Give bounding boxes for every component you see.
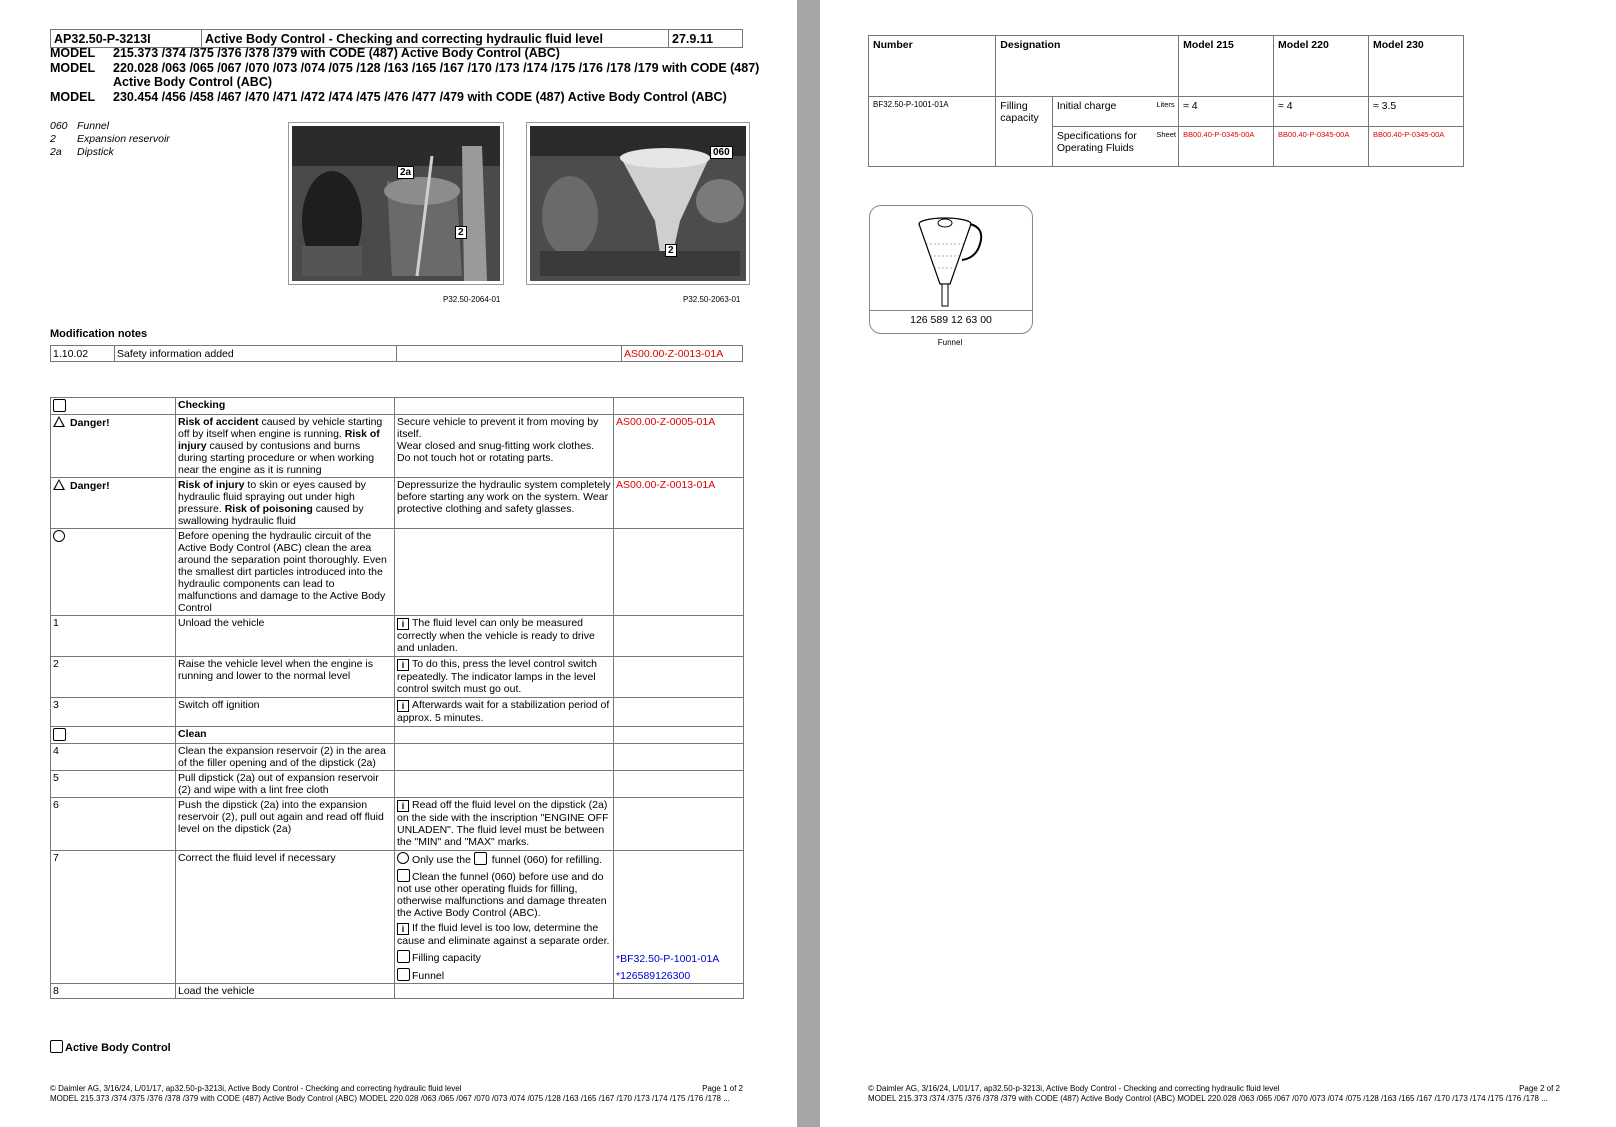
table-row: BF32.50-P-1001-01A Filling capacity Initial charge Liters ≈ 4 ≈ 4 ≈ 3.5 [869,97,1464,127]
legend-item: 060 Funnel [50,120,110,132]
table-header-row: Number Designation Model 215 Model 220 Model 230 [869,36,1464,97]
table-row: Danger! Risk of accident caused by vehicle starting off by itself when engine is running. Risk of injury caused by contusions and burns during starting procedure or when working near the engine as it is running Secure vehicle to prevent it from moving by itself. Wear closed and snug-fitting work clothes. Do not touch hot or rotating parts. AS00.00-Z-0005-01A [51,415,744,478]
info-icon: i [397,659,409,671]
warning-icon [53,479,65,490]
callout-060: 060 [710,146,733,159]
page-footer: © Daimler AG, 3/16/24, L/01/17, ap32.50-p-3213i, Active Body Control - Checking and correcting hydraulic fluid level MODEL 215.373 /374 /375 /376 /378 /379 with CODE (487) Active Body Control (ABC) MODEL 220.028 /063 /065 /067 /070 /073 /074 /075 /128 /163 /165 /167 /170 /173 /174 /175 /176 /178 ... Page 2 of 2 [868,1084,1560,1103]
document-date: 27.9.11 [669,30,743,48]
page-footer: © Daimler AG, 3/16/24, L/01/17, ap32.50-p-3213i, Active Body Control - Checking and correcting hydraulic fluid level MODEL 215.373 /374 /375 /376 /378 /379 with CODE (487) Active Body Control (ABC) MODEL 220.028 /063 /065 /067 /070 /073 /074 /075 /128 /163 /165 /167 /170 /173 /174 /175 /176 /178 ... Page 1 of 2 [50,1084,743,1103]
table-row: Before opening the hydraulic circuit of the Active Body Control (ABC) clean the area around the separation point thoroughly. Even the smallest dirt particles introduced into the hydraulic components can lead to malfunctions and damage to the Active Body Control [51,529,744,616]
modification-heading: Modification notes [50,328,148,340]
table-row: 4 Clean the expansion reservoir (2) in the area of the filler opening and of the dipstick (2a) [51,744,744,771]
checking-icon [53,399,66,412]
info-icon: i [397,923,409,935]
spec-sheet-link[interactable]: BB00.40-P-0345-00A [1274,127,1369,167]
tool-caption: Funnel [937,338,963,347]
table-row: 8 Load the vehicle [51,984,744,999]
spec-table [868,35,1464,167]
clean-icon [53,728,66,741]
funnel-link[interactable]: *126589126300 [616,970,691,982]
safety-ref-link[interactable]: AS00.00-Z-0013-01A [614,478,744,529]
model-row: MODEL 215.373 /374 /375 /376 /378 /379 with CODE (487) Active Body Control (ABC) [50,46,560,60]
legend-item: 2 Expansion reservoir [50,133,170,145]
funnel-icon [910,214,990,310]
table-row: 2 Raise the vehicle level when the engine is running and lower to the normal level i To do this, press the level control switch repeatedly. The indicator lamps in the level control switch must go out. [51,657,744,698]
table-row: 1 Unload the vehicle i The fluid level can only be measured correctly when the vehicle is ready to drive and unladen. [51,616,744,657]
info-icon: i [397,800,409,812]
photo-funnel [526,122,750,285]
warning-icon [53,416,65,427]
page-number: Page 1 of 2 [702,1084,743,1093]
tool-icon [474,852,487,865]
table-row: 1.10.02 Safety information added AS00.00-Z-0013-01A [51,346,743,362]
info-icon: i [397,618,409,630]
procedure-table [50,397,744,999]
page-1 [0,0,797,1127]
photo-dipstick [288,122,504,285]
table-row: Specifications for Operating Fluids Sheet BB00.40-P-0345-00A BB00.40-P-0345-00A BB00.40-P-0345-00A [869,127,1464,167]
callout-2: 2 [455,226,467,239]
photo-reference: P32.50-2063-01 [683,295,741,304]
safety-ref-link[interactable]: AS00.00-Z-0005-01A [614,415,744,478]
capacity-icon [397,950,410,963]
document-icon [50,1040,63,1053]
table-row: Checking [51,398,744,415]
page-number: Page 2 of 2 [1519,1084,1560,1093]
modification-table [50,345,743,362]
document-title: Active Body Control - Checking and correcting hydraulic fluid level [202,30,669,48]
document-id: AP32.50-P-3213I [51,30,202,48]
table-row: 7 Correct the fluid level if necessary Only use the funnel (060) for refilling. Clean the funnel (060) before use and do not use other operating fluids for filling, otherwise malfunctions and damage threaten the Active Body Control (ABC). i If the fluid level is too low, determine the cause and eliminate against a separate order. Filling capacity Funnel *BF32.50-P-1001-01A *126589126300 [51,851,744,984]
tool-icon [397,968,410,981]
callout-2a: 2a [397,166,414,179]
spec-sheet-link[interactable]: BB00.40-P-0345-00A [1179,127,1274,167]
table-row: 3 Switch off ignition i Afterwards wait for a stabilization period of approx. 5 minutes. [51,698,744,727]
photo-reference: P32.50-2064-01 [443,295,501,304]
tool-number: 126 589 12 63 00 [910,314,992,326]
model-row: MODEL 230.454 /456 /458 /467 /470 /471 /472 /474 /475 /476 /477 /479 with CODE (487) Active Body Control (ABC) [50,90,727,104]
note-icon [397,852,409,864]
model-row: MODEL 220.028 /063 /065 /067 /070 /073 /074 /075 /128 /163 /165 /167 /170 /173 /174 /175 /176 /178 /179 with CODE (487) Active Body Control (ABC) [50,61,760,89]
table-row: Danger! Risk of injury to skin or eyes caused by hydraulic fluid spraying out under high pressure. Risk of poisoning caused by swallowing hydraulic fluid Depressurize the hydraulic system completely before starting any work on the system. Wear protective clothing and safety glasses. AS00.00-Z-0013-01A [51,478,744,529]
figure-legend [50,120,170,159]
filling-capacity-link[interactable]: *BF32.50-P-1001-01A [616,953,720,965]
engine-bay-image [292,126,500,281]
table-row: 5 Pull dipstick (2a) out of expansion reservoir (2) and wipe with a lint free cloth [51,771,744,798]
modification-ref-link[interactable]: AS00.00-Z-0013-01A [622,346,743,362]
section-link[interactable]: Active Body Control [50,1040,171,1054]
note-icon [53,530,65,542]
table-row: 6 Push the dipstick (2a) into the expansion reservoir (2), pull out again and read off fluid level on the dipstick (2a) i Read off the fluid level on the dipstick (2a) on the side with the inscription "ENGINE OFF UNLADEN". The fluid level must be between the "MIN" and "MAX" marks. [51,798,744,851]
tool-card[interactable] [869,205,1033,334]
legend-item: 2a Dipstick [50,146,114,158]
table-row: Clean [51,727,744,744]
page-2 [820,0,1616,1127]
spec-sheet-link[interactable]: BB00.40-P-0345-00A [1369,127,1464,167]
callout-2: 2 [665,244,677,257]
model-list [50,46,780,105]
tool-icon [397,869,410,882]
info-icon: i [397,700,409,712]
